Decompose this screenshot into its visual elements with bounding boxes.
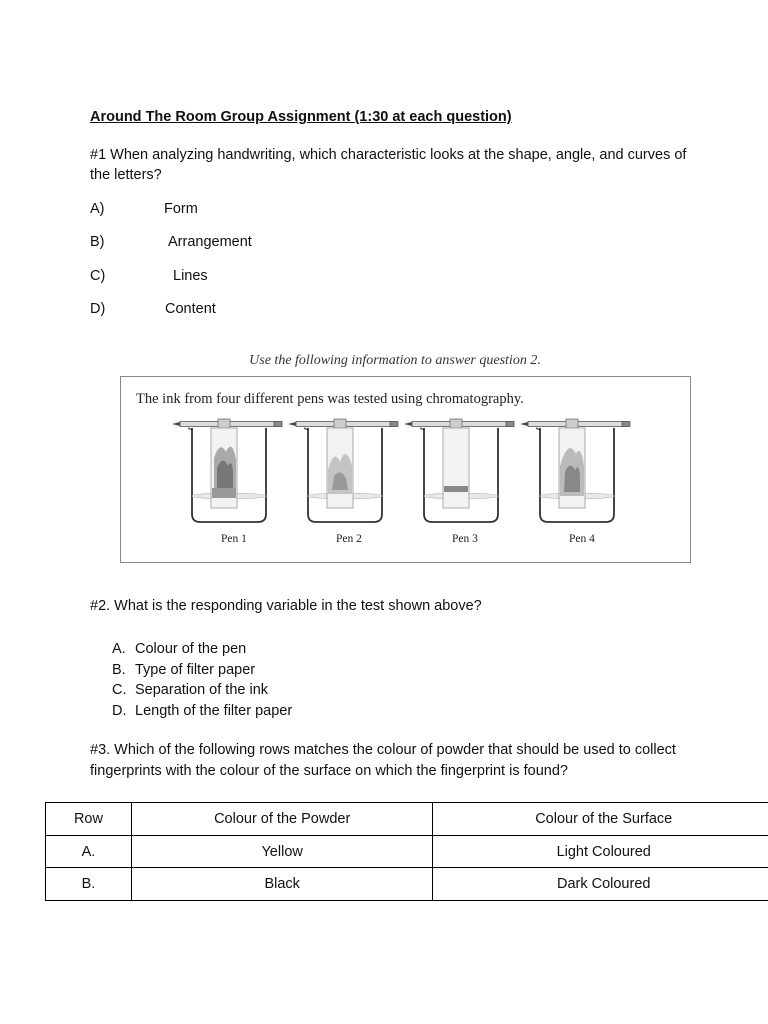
table-cell: Black — [131, 868, 433, 901]
q2-option — [112, 660, 292, 681]
q1-option-text: Arrangement — [168, 234, 252, 250]
table-header-cell: Colour of the Powder — [131, 803, 433, 836]
figure-caption: Use the following information to answer question 2. — [249, 353, 541, 368]
q2-option-text: Colour of the pen — [135, 641, 247, 657]
q2-option-letter: D. — [112, 703, 127, 720]
pen-4-beaker — [520, 419, 630, 522]
chromatography-illustration — [170, 410, 670, 530]
table-row — [46, 835, 768, 868]
q1-option-text: Form — [164, 201, 198, 217]
table-cell: A. — [46, 835, 132, 868]
assignment-title: Around The Room Group Assignment (1:30 at each question) — [90, 109, 512, 125]
q1-option-text: Content — [165, 301, 216, 317]
q1-option-letter: B) — [90, 234, 105, 250]
table-cell: Yellow — [131, 835, 433, 868]
pen-3-beaker — [404, 419, 514, 522]
question-2-text: #2. What is the responding variable in the test shown above? — [90, 598, 482, 614]
table-cell: Dark Coloured — [433, 868, 768, 901]
q1-option-letter: A) — [90, 201, 105, 217]
table-header-row — [46, 803, 768, 836]
table-cell: B. — [46, 868, 132, 901]
q2-option-text: Type of filter paper — [135, 661, 256, 678]
question-3-text: #3. Which of the following rows matches the colour of powder that should be used to collect fingerprints with the colour of the surface on which the fingerprint is found? — [90, 742, 676, 779]
question-1-text: #1 When analyzing handwriting, which characteristic looks at the shape, angle, and curves of the letters? — [90, 147, 687, 183]
q1-option-letter: D) — [90, 301, 106, 317]
q1-option-letter: C) — [90, 268, 106, 284]
q2-option — [112, 639, 292, 660]
pen-label: Pen 1 — [221, 533, 247, 545]
q2-option — [112, 701, 292, 722]
q2-option — [112, 680, 292, 701]
q2-option-text: Separation of the ink — [135, 682, 269, 699]
q2-option-letter: B. — [112, 661, 126, 678]
table-header-cell: Colour of the Surface — [433, 803, 768, 836]
pen-1-beaker — [172, 419, 282, 522]
pen-2-beaker — [288, 419, 398, 522]
pen-label: Pen 2 — [336, 533, 362, 545]
table-cell: Light Coloured — [433, 835, 768, 868]
pen-label: Pen 4 — [569, 533, 595, 545]
question-2-options — [112, 639, 292, 722]
powder-surface-table — [45, 802, 768, 901]
table-header-cell: Row — [46, 803, 132, 836]
q2-option-letter: A. — [112, 641, 126, 657]
q2-option-text: Length of the filter paper — [135, 703, 293, 720]
pen-label: Pen 3 — [452, 533, 478, 545]
table-row — [46, 868, 768, 901]
q1-option-text: Lines — [173, 268, 208, 284]
figure-text: The ink from four different pens was tested using chromatography. — [136, 391, 524, 407]
q2-option-letter: C. — [112, 682, 127, 699]
